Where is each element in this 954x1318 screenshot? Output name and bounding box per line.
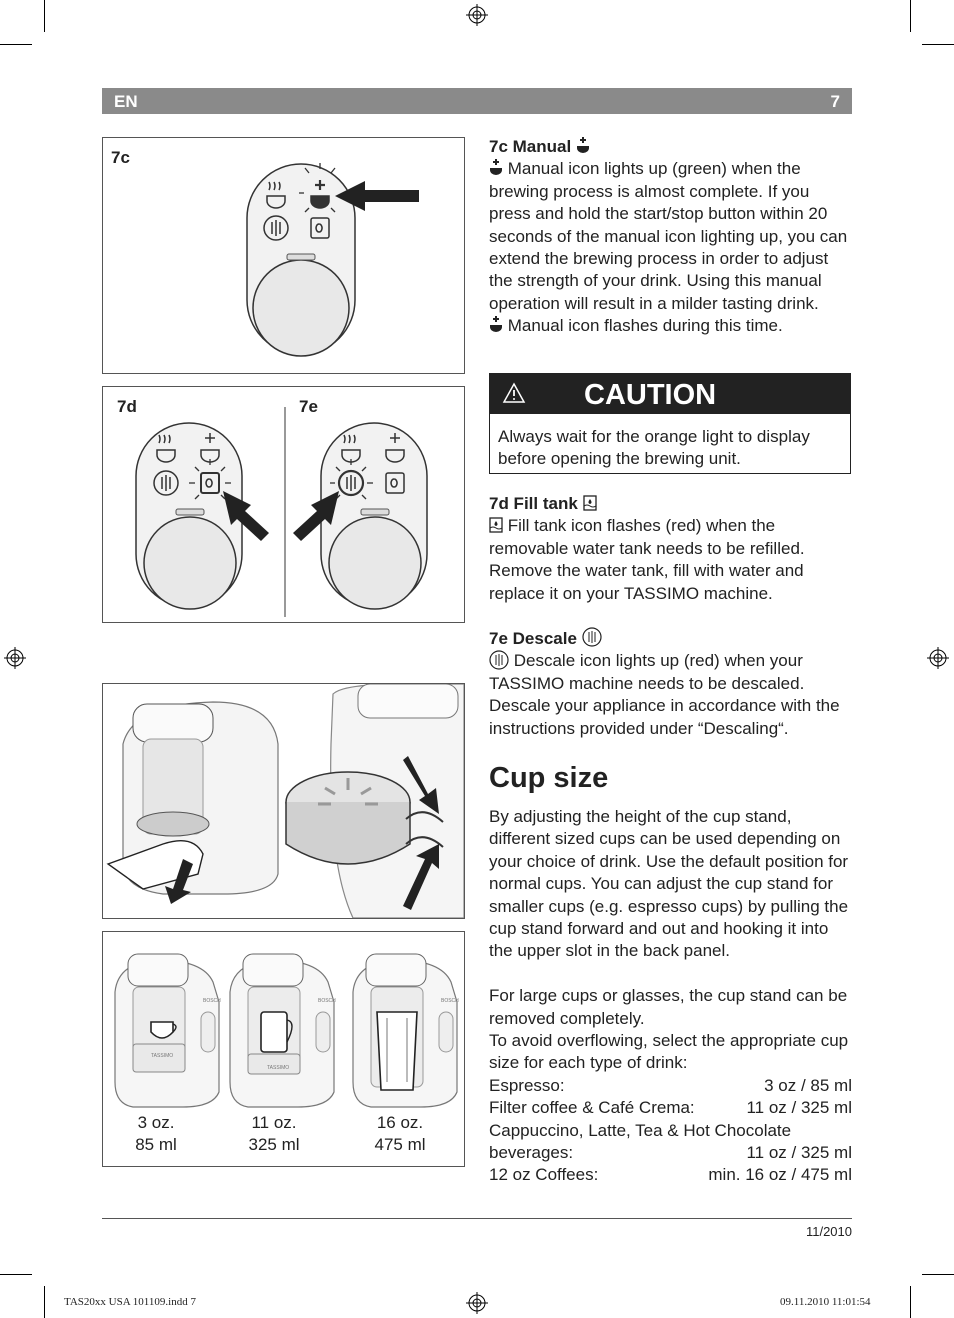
drink-size: 11 oz / 325 ml	[746, 1098, 852, 1118]
control-panel-illustration	[103, 387, 464, 622]
table-row	[489, 1120, 852, 1142]
registration-mark-icon	[927, 647, 949, 669]
cup-caption	[355, 1112, 445, 1157]
paragraph-text: Fill tank icon flashes (red) when the removable water tank needs to be refilled. Remove the water tank, fill with water and replace it on your TASSIMO machine.	[489, 516, 805, 603]
registration-mark-icon	[466, 1292, 488, 1314]
brand-text: BOSCH	[203, 998, 221, 1004]
section-title: 7c Manual	[489, 137, 572, 156]
crop-mark	[44, 0, 45, 32]
cup-size-table	[489, 1075, 852, 1187]
footer-date: 11/2010	[805, 1224, 852, 1239]
caution-header	[490, 374, 850, 414]
page-number: 7	[830, 92, 840, 111]
figure-7c	[102, 137, 465, 374]
paragraph	[489, 650, 854, 740]
cup-size-oz: 3 oz.	[137, 1113, 175, 1132]
table-row	[489, 1097, 852, 1119]
warning-triangle-icon	[502, 382, 526, 404]
crop-mark	[910, 1286, 911, 1318]
drink-name: 12 oz Coffees:	[489, 1165, 599, 1185]
registration-mark-icon	[4, 647, 26, 669]
crop-mark	[0, 44, 32, 45]
section-title: 7e Descale	[489, 629, 577, 648]
cup-caption	[111, 1112, 201, 1157]
paragraph	[489, 515, 854, 605]
table-row	[489, 1142, 852, 1164]
drink-name: Espresso:	[489, 1075, 565, 1095]
paragraph: By adjusting the height of the cup stand, different sized cups can be used depending on your choice of drink. Use the default position for normal cups. You can adjust the cup stand for smaller cups (e.g. espresso cups) by pulling the cup stand forward and out and hooking it into the upper slot in the back panel.	[489, 807, 849, 961]
paragraph	[489, 158, 854, 315]
brand-text: BOSCH	[441, 998, 459, 1004]
crop-mark	[922, 1274, 954, 1275]
drink-size: 3 oz / 85 ml	[764, 1075, 852, 1095]
caution-box	[489, 373, 851, 474]
crop-mark	[922, 44, 954, 45]
cup-size-oz: 11 oz.	[251, 1113, 297, 1132]
caution-text: Always wait for the orange light to display before opening the brewing unit.	[498, 427, 810, 469]
control-panel-illustration	[103, 138, 464, 373]
cup-size-ml: 325 ml	[248, 1135, 300, 1155]
cup-size-ml: 85 ml	[135, 1135, 177, 1155]
drink-name: beverages:	[489, 1143, 574, 1163]
figure-label: 7d	[117, 397, 137, 416]
manual-cup-plus-icon	[576, 136, 590, 154]
section-7d	[489, 493, 854, 605]
section-heading	[489, 136, 854, 158]
crop-mark	[0, 1274, 32, 1275]
brand-text: BOSCH	[318, 998, 336, 1004]
cup-caption	[229, 1112, 319, 1157]
paragraph-text: Descale icon lights up (red) when your TASSIMO machine needs to be descaled. Descale your appliance in accordance with the instructions provided under “Descaling“.	[489, 651, 840, 738]
drink-name: Filter coffee & Café Crema:	[489, 1098, 695, 1118]
figure-cup-stand	[102, 683, 465, 919]
table-row	[489, 1164, 852, 1186]
drink-size: min. 16 oz / 475 ml	[708, 1165, 852, 1185]
cup-size-ml: 475 ml	[374, 1135, 426, 1155]
manual-cup-plus-icon	[489, 315, 503, 333]
section-cup-size	[489, 806, 854, 1187]
crop-mark	[910, 0, 911, 32]
figure-cup-sizes	[102, 931, 465, 1167]
footer-divider	[102, 1218, 852, 1219]
paragraph-text: Manual icon lights up (green) when the brewing process is almost complete. If you press and hold the start/stop button within 20 seconds of the manual icon lighting up, you can extend the brewing process in order to adjust the strength of your drink. Using this manual operation will result in a milder tasting drink.	[489, 159, 848, 313]
crop-mark	[44, 1286, 45, 1318]
language-label: EN	[114, 92, 138, 111]
caution-title: CAUTION	[584, 379, 717, 411]
section-heading	[489, 627, 854, 650]
fill-tank-icon	[489, 515, 503, 533]
cup-size-oz: 16 oz.	[376, 1113, 424, 1132]
slug-datetime: 09.11.2010 11:01:54	[780, 1296, 871, 1308]
figure-label: 7c	[111, 148, 130, 167]
descale-icon	[582, 627, 602, 647]
paragraph	[489, 315, 854, 337]
machine-cup-stand-illustration	[103, 684, 464, 918]
machine-text: TASSIMO	[151, 1053, 174, 1059]
figure-label: 7e	[299, 397, 318, 416]
drink-size: 11 oz / 325 ml	[746, 1143, 852, 1163]
registration-mark-icon	[466, 4, 488, 26]
table-row	[489, 1075, 852, 1097]
manual-cup-plus-icon	[489, 158, 503, 176]
paragraph: For large cups or glasses, the cup stand can be removed completely.	[489, 986, 848, 1028]
machine-text: TASSIMO	[267, 1065, 290, 1071]
paragraph: To avoid overflowing, select the appropriate cup size for each type of drink:	[489, 1031, 849, 1073]
fill-tank-icon	[583, 493, 597, 511]
section-heading-cup-size: Cup size	[489, 762, 609, 794]
section-title: 7d Fill tank	[489, 494, 578, 513]
paragraph-text: Manual icon flashes during this time.	[507, 316, 783, 336]
section-7c	[489, 136, 854, 338]
slug-filename: TAS20xx USA 101109.indd 7	[64, 1296, 196, 1308]
section-heading	[489, 493, 854, 515]
section-7e	[489, 627, 854, 740]
descale-icon	[489, 650, 509, 670]
drink-name: Cappuccino, Latte, Tea & Hot Chocolate	[489, 1120, 792, 1140]
page-header	[102, 88, 852, 114]
figure-7d-7e	[102, 386, 465, 623]
